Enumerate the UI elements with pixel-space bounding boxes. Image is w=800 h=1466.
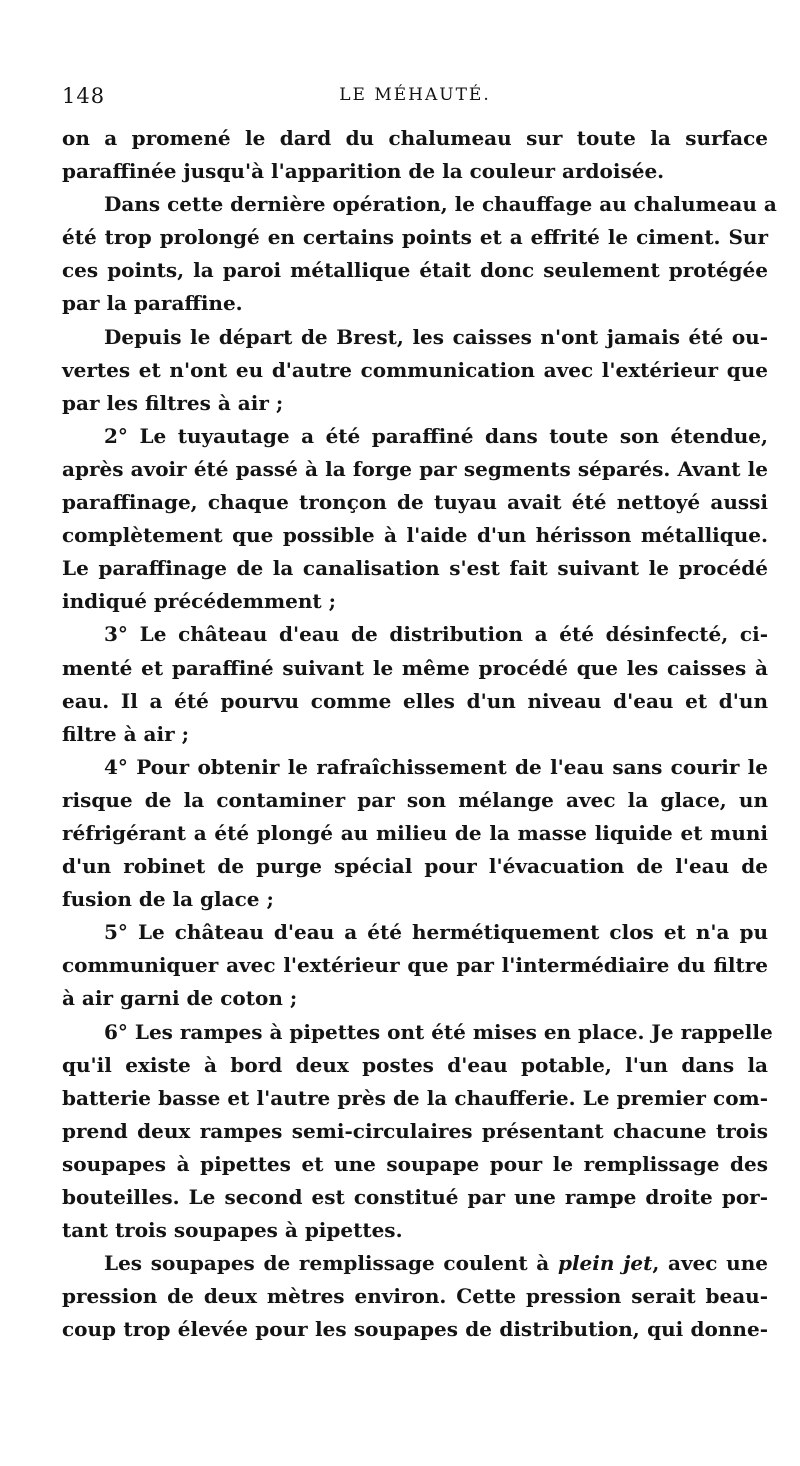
text-line: Depuis le départ de Brest, les caisses n'ont jamais été ou- <box>104 324 768 349</box>
text-line: à air garni de coton ; <box>62 986 298 1011</box>
running-head <box>62 84 768 114</box>
text-line: par les filtres à air ; <box>62 390 284 415</box>
text-line: qu'il existe à bord deux postes d'eau potable, l'un dans la <box>62 1052 768 1077</box>
text-line: paraffinée jusqu'à l'apparition de la couleur ardoisée. <box>62 159 665 184</box>
text-line: menté et paraffiné suivant le même procédé que les caisses à <box>62 655 768 680</box>
text-line: 3° Le château d'eau de distribution a été désinfecté, ci- <box>104 622 768 647</box>
text-line: indiqué précédemment ; <box>62 589 336 614</box>
text-line: soupapes à pipettes et une soupape pour le remplissage des <box>62 1151 768 1176</box>
text-line: été trop prolongé en certains points et a effrité le ciment. Sur <box>62 225 768 250</box>
text-line: d'un robinet de purge spécial pour l'évacuation de l'eau de <box>62 854 768 879</box>
text-line: réfrigérant a été plongé au milieu de la masse liquide et muni <box>62 820 768 845</box>
text-line: ces points, la paroi métallique était donc seulement protégée <box>62 258 768 283</box>
text-line: on a promené le dard du chalumeau sur toute la surface <box>62 126 768 150</box>
text-line: paraffinage, chaque tronçon de tuyau avait été nettoyé aussi <box>62 490 768 515</box>
text-line: bouteilles. Le second est constitué par une rampe droite por- <box>62 1185 768 1209</box>
text-line: Dans cette dernière opération, le chauffage au chalumeau a <box>104 192 777 217</box>
text-line: fusion de la glace ; <box>62 887 274 912</box>
text-line: filtre à air ; <box>62 721 189 746</box>
text-line: communiquer avec l'extérieur que par l'intermédiaire du filtre <box>62 953 768 978</box>
text-fragment: , avec une <box>652 1251 768 1276</box>
text-line: 2° Le tuyautage a été paraffiné dans toute son étendue, <box>104 423 768 448</box>
text-line: complètement que possible à l'aide d'un hérisson métallique. <box>62 523 768 548</box>
italic-phrase: plein jet <box>557 1251 653 1276</box>
text-line: batterie basse et l'autre près de la chaufferie. Le premier com- <box>62 1085 768 1110</box>
page-number: 148 <box>62 84 106 108</box>
text-line: 4° Pour obtenir le rafraîchissement de l'eau sans courir le <box>104 754 768 779</box>
text-line-mixed <box>62 1247 768 1280</box>
text-line: Le paraffinage de la canalisation s'est fait suivant le procédé <box>62 556 768 581</box>
text-line: prend deux rampes semi-circulaires présentant chacune trois <box>62 1118 768 1143</box>
text-line: coup trop élevée pour les soupapes de distribution, qui donne- <box>62 1317 768 1342</box>
text-line: par la paraffine. <box>62 291 243 316</box>
body-text <box>62 122 777 1346</box>
text-line: risque de la contaminer par son mélange avec la glace, un <box>62 787 768 812</box>
text-line: vertes et n'ont eu d'autre communication avec l'extérieur que <box>62 357 768 382</box>
text-line: 5° Le château d'eau a été hermétiquement clos et n'a pu <box>104 920 768 945</box>
text-fragment: Les soupapes de remplissage coulent à <box>104 1251 550 1276</box>
text-line: 6° Les rampes à pipettes ont été mises en place. Je rappelle <box>104 1019 773 1044</box>
text-line: après avoir été passé à la forge par segments séparés. Avant le <box>62 456 768 481</box>
text-line: tant trois soupapes à pipettes. <box>62 1218 403 1243</box>
text-line: pression de deux mètres environ. Cette pression serait beau- <box>62 1284 768 1309</box>
running-title: LE MÉHAUTÉ. <box>339 85 491 105</box>
text-line: eau. Il a été pourvu comme elles d'un niveau d'eau et d'un <box>62 688 768 713</box>
